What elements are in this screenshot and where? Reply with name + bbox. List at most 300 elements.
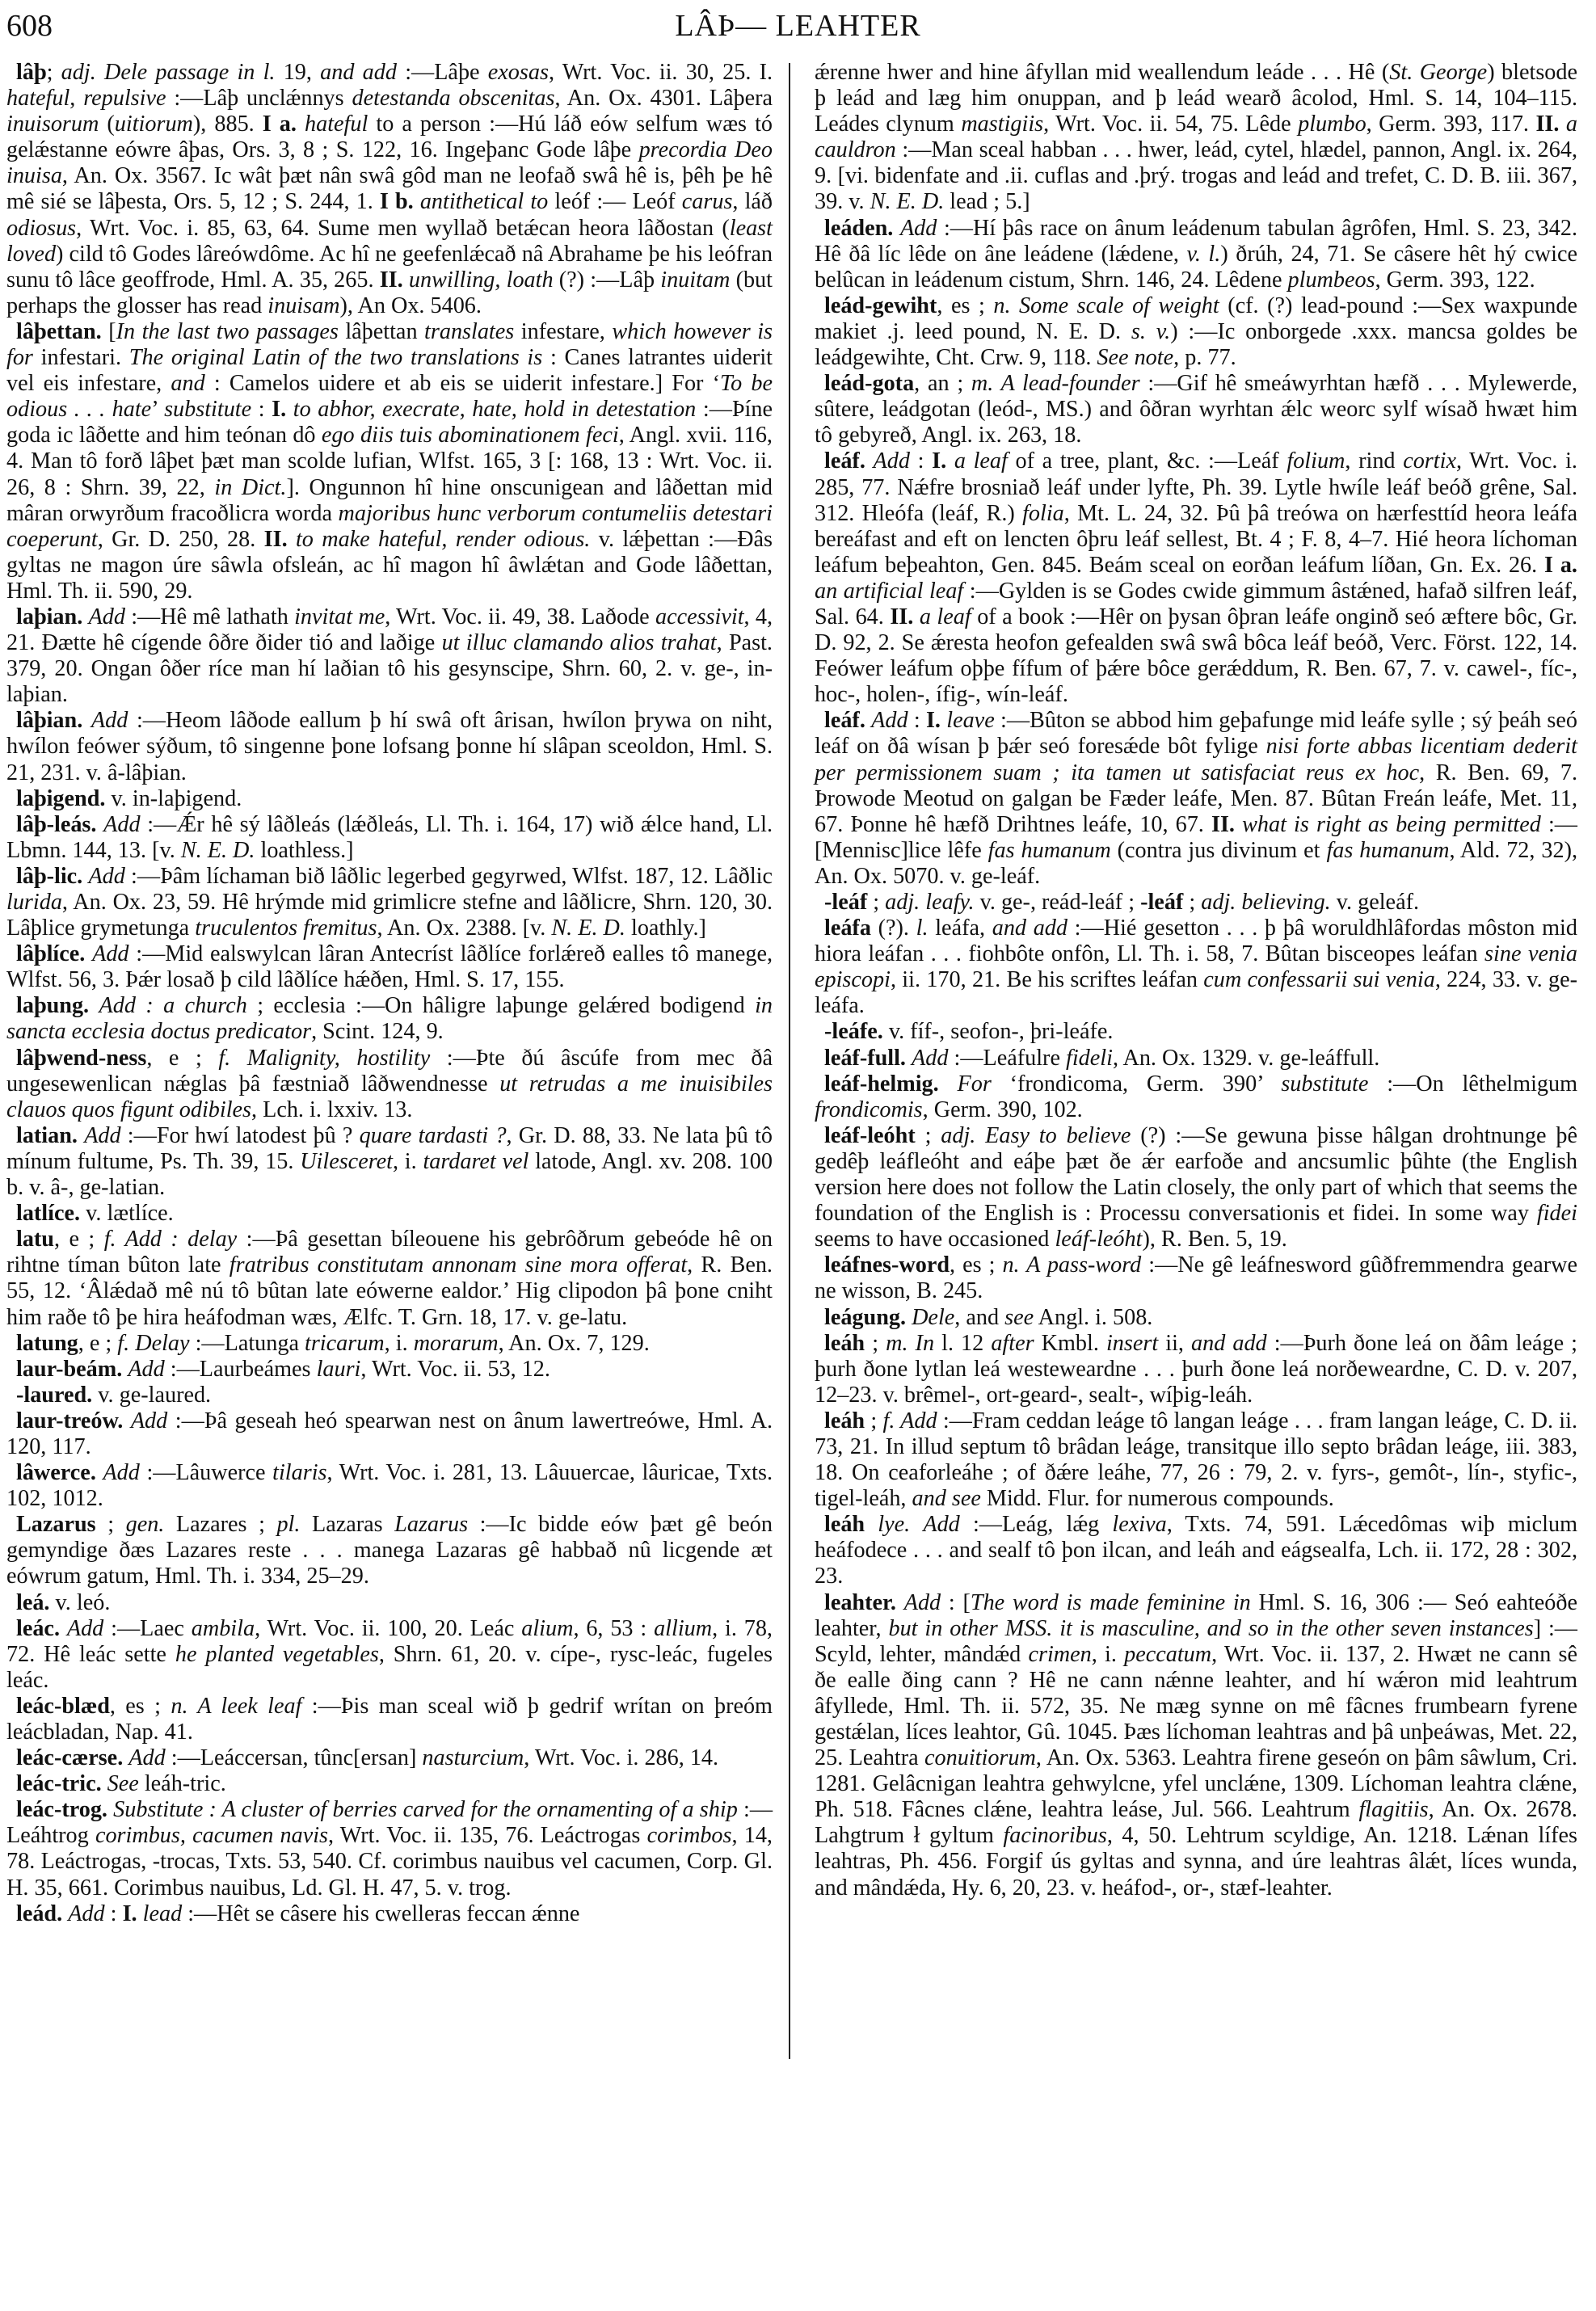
entry-text: :—Þâ geseah heó spearwan nest on ânum lawertreówe, Hml. A. 120, 117. xyxy=(6,1408,773,1459)
dictionary-entry xyxy=(815,1331,1577,1408)
entry-text: : xyxy=(907,708,926,734)
entry-text: :—Þte ðú âscúfe from mec ðâ ungesewenlican nǽglas þâ fæstniað lâðwendnesse xyxy=(6,1045,773,1097)
italic-gloss: folia xyxy=(1022,500,1064,526)
entry-text: :—Hí þâs race on ânum leádenum tabulan âgrôfen, Hml. S. 23, 342. Hê ðâ líc lêde on âne leádene (lǽdene, xyxy=(815,215,1577,267)
italic-gloss: majoribus hunc verborum contumeliis detestari coeperunt xyxy=(6,500,773,552)
italic-gloss: tricarum xyxy=(305,1330,385,1356)
italic-gloss: a cauldron xyxy=(815,112,1578,163)
entry-headword: leáf. xyxy=(824,448,865,474)
italic-gloss: Lazarus xyxy=(394,1512,469,1538)
italic-gloss: m. In xyxy=(886,1330,935,1356)
entry-text: v. fíf-, seofon-, þri-leáfe. xyxy=(882,1019,1114,1045)
entry-text: :—Mid ealswylcan lâran Antecríst lâðlíce forlǽreð ealles tô manege, Wlfst. 56, 3. Þǽr losað þ cild lâðlíce hǽðen, Hml. S. 17, 155. xyxy=(6,941,773,993)
italic-gloss: n. A leek leaf xyxy=(171,1693,302,1719)
entry-text: , Txts. 74, 591. Lǽcedômas wiþ miclum heáfodece . . . and sealf tô þon ilcan, and leáh and eágsealfa, Lch. ii. 172, 28 : 302, 23. xyxy=(815,1512,1577,1589)
italic-gloss: lexiva xyxy=(1112,1512,1167,1538)
italic-gloss: an artificial leaf xyxy=(815,578,964,604)
entry-text: ‘frondicoma, Germ. 390’ xyxy=(991,1071,1282,1097)
entry-text: v. geleáf. xyxy=(1330,890,1420,915)
entry-text: , Wrt. Voc. ii. 30, 25. I. xyxy=(548,60,773,85)
dictionary-entry xyxy=(6,1331,773,1357)
entry-text: :—Latunga xyxy=(189,1330,305,1356)
italic-gloss: cum confessarii sui venia xyxy=(1203,967,1435,993)
dictionary-entry xyxy=(815,371,1577,448)
italic-gloss: s. v. xyxy=(1131,318,1171,344)
italic-gloss: m. A lead-founder xyxy=(971,371,1140,397)
italic-gloss: to abhor, execrate, hate, hold in detestation xyxy=(293,397,697,423)
entry-text: (but perhaps the glosser has read xyxy=(6,267,773,318)
entry-text: Angl. i. 508. xyxy=(1034,1304,1153,1330)
italic-gloss: facinoribus xyxy=(1003,1823,1107,1849)
entry-text: Kmbl. xyxy=(1034,1330,1106,1356)
italic-gloss: corimbos xyxy=(646,1823,732,1849)
italic-gloss: in Dict. xyxy=(214,474,287,500)
entry-text: loathly.] xyxy=(625,916,706,941)
entry-text: ; xyxy=(867,890,886,915)
entry-text: , An. Ox. 5363. Leahtra firene geseón on þâm sâwlum, Cri. 1281. Gelâcnigan leahtra gehwylcne, yfel unclǽne, 1309. Líchoman leahtra clǽne, Ph. 518. Fâcnes clǽne, leahtra leáse, Jul. 566. Leahtrum xyxy=(815,1745,1577,1823)
entry-text: : xyxy=(909,448,933,474)
entry-text xyxy=(414,189,420,214)
entry-text: :—Lâþe xyxy=(396,60,488,85)
entry-text: , An. Ox. 2388. [v. xyxy=(377,916,552,941)
entry-text: Midd. Flur. for numerous compounds. xyxy=(980,1486,1334,1512)
dictionary-entry xyxy=(6,864,773,941)
italic-gloss: alium xyxy=(521,1615,574,1641)
dictionary-entry xyxy=(6,1771,773,1797)
italic-gloss: St. George xyxy=(1389,60,1488,85)
italic-gloss: precordia Deo inuisa xyxy=(6,137,773,189)
entry-text: , Wrt. Voc. ii. 135, 76. Leáctrogas xyxy=(328,1823,647,1849)
entry-text: :—Ǽr hê sý lâðleás (lǽðleás, Ll. Th. i. 164, 17) wið ǽlce hand, Ll. Lbmn. 144, 13. [v. xyxy=(6,811,773,863)
entry-text: :—Leáfulre xyxy=(948,1045,1066,1071)
italic-gloss: fidei xyxy=(1536,1201,1577,1227)
entry-text: , Wrt. Voc. ii. 53, 12. xyxy=(360,1356,550,1382)
entry-headword: -leáf xyxy=(824,890,868,915)
entry-text: : Canes latrantes uiderit vel eis infestare, xyxy=(6,345,773,397)
entry-text: , Shrn. 61, 20. v. cípe-, rysc-leác, fugeles leác. xyxy=(6,1641,773,1693)
italic-gloss: but in other MSS. it is masculine, and so in the other seven instances xyxy=(888,1615,1534,1641)
entry-text: :—Bûton se abbod him geþafunge mid leáfe sylle ; sý þeáh seó leáf on ðâ wísan þ þǽr seó foresǽde bôt fylige xyxy=(815,708,1578,760)
entry-text: ) ðrúh, 24, 71. Se câsere hêt hý cwice belûcan in leádenum cistum, Shrn. 146, 24. Lêdene xyxy=(815,241,1578,293)
entry-text: :—Ne gê leáfnesword gûðfremmendra gearwe ne wisson, B. 245. xyxy=(815,1252,1577,1304)
dictionary-entry xyxy=(6,1357,773,1383)
entry-headword: Lazarus xyxy=(16,1512,96,1538)
entry-text: ; xyxy=(95,1512,126,1538)
italic-gloss: unwilling, loath xyxy=(408,267,554,293)
dictionary-entry xyxy=(6,941,773,993)
entry-text: , es ; xyxy=(937,293,994,318)
italic-gloss: allium xyxy=(654,1615,713,1641)
italic-gloss: conuitiorum xyxy=(924,1745,1036,1771)
entry-text: , i. xyxy=(1091,1641,1125,1667)
entry-text xyxy=(137,1901,143,1926)
entry-headword: lâþlíce. xyxy=(16,941,86,967)
entry-text: ), An Ox. 5406. xyxy=(339,293,482,318)
entry-text: seems to have occasioned xyxy=(815,1227,1055,1252)
entry-text: , Gr. D. 88, 33. Ne lata þû tô mínum fultume, Ps. Th. 39, 15. xyxy=(6,1122,773,1174)
entry-text: :—Heom lâðode eallum þ hí swâ oft ârisan, hwílon þrywa on niht, hwílon feówer sýðum, tô singenne þone lofsang þonne hí slâpan sceoldon, Hml. S. 21, 231. v. â-lâþian. xyxy=(6,708,773,785)
entry-headword: lâþian. xyxy=(16,708,83,734)
italic-gloss: to make hateful, render odious. xyxy=(295,526,591,552)
italic-gloss: truculentos fremitus xyxy=(195,916,377,941)
entry-headword: leáh xyxy=(824,1330,865,1356)
entry-text: 19, xyxy=(283,60,321,85)
entry-text: Hml. S. 16, 306 :— Seó eahteóðe leahter, xyxy=(815,1589,1577,1641)
italic-gloss: f. Malignity, hostility xyxy=(218,1045,431,1071)
entry-text: , An. Ox. 1329. v. ge-leáffull. xyxy=(1112,1045,1380,1071)
italic-gloss: The word is made feminine in xyxy=(970,1589,1251,1615)
entry-text: leáh-tric. xyxy=(138,1771,226,1797)
dictionary-entry xyxy=(815,1252,1577,1304)
entry-text: :—Lâþ unclǽnnys xyxy=(166,86,352,112)
entry-headword: leáh xyxy=(824,1512,865,1538)
entry-text: , p. 77. xyxy=(1173,345,1236,371)
dictionary-entry xyxy=(6,812,773,864)
dictionary-entry xyxy=(6,1616,773,1694)
dictionary-entry xyxy=(815,1046,1577,1071)
italic-gloss: cortix xyxy=(1403,448,1456,474)
entry-text: lâþettan xyxy=(338,318,425,344)
italic-gloss: ut illuc clamando alios trahat xyxy=(441,630,717,656)
sense-marker: I. xyxy=(925,708,941,734)
entry-text: :—On lêthelmigum xyxy=(1368,1071,1578,1097)
entry-text: :—Hié gesetton . . . þ þâ woruldhlâfordas môston mid hiora leáfan . . . fiohbôte onfôn, Ll. Th. i. 58, 7. Bûtan bisceopes leáfan xyxy=(815,916,1577,967)
entry-text xyxy=(1559,112,1565,137)
sense-marker: I a. xyxy=(1544,552,1577,578)
entry-text: , Wrt. Voc. ii. 137, 2. Hwæt ne cann sê ðe ealle ðing cann ? Hê ne cann nǽnne leahter, and hí wǽron mid leahtrum âfyllede, Hml. Th. ii. 572, 35. Ne mæg synne on mê fâcnes frumbearn fyrene gestǽlan, líces leahtor, Gû. 1045. Þæs líchoman leahtras and þâ unþeáwas, Met. 22, 25. Leahtra xyxy=(815,1641,1577,1771)
dictionary-columns xyxy=(6,60,1590,2242)
italic-gloss: crimen xyxy=(1028,1641,1092,1667)
italic-gloss: For xyxy=(957,1071,992,1097)
italic-gloss: Add xyxy=(871,708,908,734)
entry-text: , es ; xyxy=(109,1693,171,1719)
entry-headword: leác-trog. xyxy=(16,1797,107,1823)
entry-headword: leáfa xyxy=(824,916,871,941)
entry-text: ]. Ongunnon hî hine onscunigean and lâðettan mid mâran orwyrðum fracoðlicra worda xyxy=(6,474,773,526)
entry-text: , and xyxy=(954,1304,1005,1330)
entry-text: , 224, 33. v. ge-leáfa. xyxy=(815,967,1577,1019)
entry-headword: leágung. xyxy=(824,1304,907,1330)
dictionary-entry xyxy=(815,448,1577,708)
entry-text: :—Hêt se câsere his cwelleras feccan ǽnne xyxy=(182,1901,580,1926)
entry-headword: lâwerce. xyxy=(16,1460,96,1486)
italic-gloss: pl. xyxy=(276,1512,301,1538)
entry-headword: leáden. xyxy=(824,215,894,241)
italic-gloss: lead xyxy=(142,1901,183,1926)
entry-headword: leá. xyxy=(16,1589,50,1615)
entry-headword: leáf-full. xyxy=(824,1045,906,1071)
entry-text: , Wrt. Voc. i. 85, 63, 64. Sume men wyllað betǽcan heora lâðostan ( xyxy=(76,215,730,241)
italic-gloss: Add xyxy=(68,1901,105,1926)
entry-headword: laþung. xyxy=(16,993,90,1019)
italic-gloss: fas humanum xyxy=(1326,837,1450,863)
italic-gloss: lye. xyxy=(878,1512,911,1538)
running-head: LÂÞ— LEAHTER xyxy=(675,9,921,43)
italic-gloss: and add xyxy=(1191,1330,1267,1356)
entry-text: , An. Ox. 2678. Lahgtrum ł gyltum xyxy=(815,1797,1577,1849)
entry-text xyxy=(910,1512,923,1537)
dictionary-entry xyxy=(815,1071,1577,1123)
entry-text: : [ xyxy=(941,1589,971,1615)
entry-text xyxy=(82,604,88,629)
italic-gloss: inuisam xyxy=(267,293,340,318)
entry-text: leóf :— Leóf xyxy=(548,189,682,215)
entry-headword: -leáfe. xyxy=(824,1019,883,1045)
italic-gloss: detestanda obscenitas xyxy=(352,86,555,112)
entry-text: l. 12 xyxy=(934,1330,992,1356)
entry-text: lead ; 5.] xyxy=(944,189,1030,215)
entry-text: :—Leáccersan, tûnc[ersan] xyxy=(165,1745,423,1771)
entry-text: v. leó. xyxy=(49,1589,111,1615)
entry-text: infestari. xyxy=(32,345,129,371)
italic-gloss: peccatum xyxy=(1124,1641,1212,1667)
entry-text: :—Leáhtrog xyxy=(6,1797,773,1849)
italic-gloss: v. l. xyxy=(1186,241,1221,267)
sense-marker: I a. xyxy=(262,112,297,137)
entry-text: v. lætlíce. xyxy=(80,1201,174,1227)
entry-text: , Wrt. Voc. ii. 100, 20. Leác xyxy=(255,1615,522,1641)
entry-text: (?) :—Se gewuna þisse hâlgan drohtnunge þê gedêþ leáfleóht and eáþe þæt ðe ǽr earfoðe and ancsumlic þûhte (the English version here does not follow the Latin closely, the only part of which that seems the foundation of the English is : Processu conversationis et fidei. In some way xyxy=(815,1122,1577,1227)
entry-text: : xyxy=(251,397,272,423)
entry-headword: leáfnes-word xyxy=(824,1252,950,1278)
entry-text: :—Lâuwerce xyxy=(139,1460,273,1486)
entry-text: v. ge-, reád-leáf ; xyxy=(974,890,1141,915)
italic-gloss: N. E. D. xyxy=(870,189,945,215)
italic-gloss: Add xyxy=(92,941,129,967)
entry-text: , Wrt. Voc. ii. 49, 38. Laðode xyxy=(385,604,655,629)
italic-gloss: Add xyxy=(128,1745,166,1771)
italic-gloss: lauri xyxy=(316,1356,361,1382)
italic-gloss: To be odious . . . hate xyxy=(6,371,773,423)
italic-gloss: fas humanum xyxy=(987,837,1111,863)
entry-headword: leáf-helmig. xyxy=(824,1071,939,1097)
entry-headword: -laured. xyxy=(16,1382,93,1408)
entry-text: of a book :—Hêr on þysan ôþran leáfe onginð seó æftere bôc, Gr. D. 92, 2. Se ǽresta heofon gefealden swâ swâ bôca leáf beóð, Verc. Först. 122, 14. Feówer leáfum oþþe fífum of þǽre bôce gerǽddum, R. Ben. 67, 7. v. cawel-, fíc-, hoc-, holen-, ífig-, wín-leáf. xyxy=(815,604,1577,708)
italic-gloss: leáf-leóht xyxy=(1055,1227,1143,1252)
entry-headword: lâþettan. xyxy=(16,318,102,344)
entry-text: , xyxy=(69,86,84,112)
italic-gloss: Dele xyxy=(912,1304,955,1330)
entry-text: , Wrt. Voc. i. 286, 14. xyxy=(524,1745,719,1771)
italic-gloss: mastigiis xyxy=(961,112,1044,137)
left-column xyxy=(6,60,773,1927)
italic-gloss: gen. xyxy=(125,1512,165,1538)
entry-text xyxy=(939,1071,958,1097)
entry-text xyxy=(82,708,91,733)
italic-gloss: Substitute : A cluster of berries carved for the ornamenting of a ship xyxy=(113,1797,738,1823)
entry-text xyxy=(893,216,900,241)
entry-headword: leahter. xyxy=(824,1589,896,1615)
italic-gloss: and xyxy=(171,371,205,397)
dictionary-entry xyxy=(6,993,773,1045)
italic-gloss: Add xyxy=(923,1512,960,1538)
entry-text xyxy=(89,993,99,1018)
entry-text: , Angl. xvii. 116, 4. Man tô forð lâþet þæt man scolde lufian, Wlfst. 165, 3 [: 168, 13 : Wrt. Voc. ii. 26, 8 : Shrn. 39, 22, xyxy=(6,423,773,500)
entry-text: ; ecclesia :—On hâligre laþunge gelǽred bodigend xyxy=(246,993,756,1019)
italic-gloss: invitat me xyxy=(294,604,385,629)
entry-text: , An. Ox. 3567. Ic wât þæt nân swâ gôd man ne leofað swâ hê is, þêh þe hê mê sié se lâþesta, Ors. 5, 12 ; S. 244, 1. xyxy=(6,163,773,215)
dictionary-entry xyxy=(6,1512,773,1589)
italic-gloss: and add xyxy=(320,60,397,85)
entry-text: :—Fram ceddan leáge tô langan leáge . . . fram langan leáge, C. D. ii. 73, 21. In illud septum tô brâdan leáge, transitque illo septo brâdan leáge, iii. 383, 18. On ceaforleáhe ; of ðǽre leáhe, 77, 26 : 79, 2. v. fyrs-, gemôt-, lín-, styfic-, tigel-leáh, xyxy=(815,1408,1577,1512)
dictionary-entry xyxy=(815,1408,1577,1512)
italic-gloss: nasturcium xyxy=(422,1745,524,1771)
dictionary-entry xyxy=(815,1512,1577,1589)
entry-text: :—Leág, lǽg xyxy=(959,1512,1113,1538)
entry-text xyxy=(60,1616,67,1641)
italic-gloss: what is right as being permitted xyxy=(1242,811,1541,837)
italic-gloss: Add xyxy=(91,708,128,734)
entry-text: , e ; xyxy=(146,1045,219,1071)
entry-text: , 4, 50. Lehtrum scyldige, An. 1218. Lǽnan lífes leahtras, Ph. 456. Forgif ús gyltas and synna, and úre leahtras âlǽt, líces wunda, and mândǽda, Hy. 6, 20, 23. v. heáfod-, or-, stæf-leahter. xyxy=(815,1823,1578,1901)
entry-text: :—Þíne goda ic lâðette and him teónan dô xyxy=(6,397,773,448)
sense-marker: -leáf xyxy=(1140,890,1184,915)
entry-text xyxy=(896,1590,904,1615)
italic-gloss: after xyxy=(991,1330,1034,1356)
entry-text xyxy=(906,1046,912,1071)
dictionary-entry xyxy=(815,1019,1577,1045)
italic-gloss: and see xyxy=(912,1486,981,1512)
entry-text: to a person :—Hú láð eów selfum wæs tó gelǽstanne eówre âþas, Ors. 3, 8 ; S. 122, 16. Ingeþanc Gode lâþe xyxy=(6,112,773,163)
entry-text: , R. Ben. 69, 7. Þrowode Meotud on galgan be Fæder leáfe, Men. 87. Bûtan Freán leáfe, Met. 11, 67. Þonne hê hæfð Drihtnes leáfe, 10, 67. xyxy=(815,760,1577,837)
entry-text: : xyxy=(104,1901,123,1926)
italic-gloss: f. Delay xyxy=(117,1330,190,1356)
entry-headword: latu xyxy=(16,1227,54,1252)
entry-text: :—Laec xyxy=(103,1615,192,1641)
italic-gloss: Add xyxy=(899,215,937,241)
entry-text xyxy=(85,941,92,966)
entry-text xyxy=(297,112,305,137)
italic-gloss: accessivit xyxy=(655,604,744,629)
entry-headword: laur-treów. xyxy=(16,1408,124,1433)
entry-text: :—Man sceal habban . . . hwer, leád, cytel, hlædel, pannon, Angl. ix. 264, 9. [vi. bidenfate and .ii. cuflas and .þrý. trogas and leád and trefet, C. D. B. iii. 367, 39. v. xyxy=(815,137,1577,215)
entry-text: , An. Ox. 4301. Lâþera xyxy=(554,86,773,112)
entry-text xyxy=(865,448,874,474)
italic-gloss: Add xyxy=(103,1460,140,1486)
dictionary-entry xyxy=(815,890,1577,916)
italic-gloss: see xyxy=(1004,1304,1034,1330)
italic-gloss: flagitiis xyxy=(1358,1797,1429,1823)
italic-gloss: Add xyxy=(66,1615,104,1641)
italic-gloss: Add xyxy=(103,811,141,837)
italic-gloss: folium xyxy=(1286,448,1345,474)
entry-text: ; xyxy=(865,1330,886,1356)
entry-text: ), R. Ben. 5, 19. xyxy=(1142,1227,1287,1252)
italic-gloss: adj. Easy to believe xyxy=(941,1122,1131,1148)
entry-headword: leác. xyxy=(16,1615,60,1641)
entry-text xyxy=(288,527,296,552)
italic-gloss: frondicomis xyxy=(815,1097,923,1122)
dictionary-entry xyxy=(6,1046,773,1123)
italic-gloss: translates xyxy=(424,318,515,344)
sense-marker: II. xyxy=(1535,112,1560,137)
italic-gloss: tardaret vel xyxy=(423,1148,529,1174)
entry-headword: leáh xyxy=(824,1408,865,1433)
entry-text: (contra jus divinum et xyxy=(1110,837,1327,863)
entry-text: :—Þis man sceal wið þ gedrif wrítan on þreóm leácbladan, Nap. 41. xyxy=(6,1693,773,1745)
sense-marker: I b. xyxy=(379,189,414,215)
entry-text xyxy=(865,1512,878,1537)
entry-text: :—Hê mê lathath xyxy=(124,604,295,629)
italic-gloss: Add xyxy=(130,1408,168,1433)
entry-headword: leác-tric. xyxy=(16,1771,102,1797)
dictionary-entry xyxy=(6,604,773,708)
entry-text: latode, Angl. xv. 208. 100 b. v. â-, ge-latian. xyxy=(6,1148,773,1201)
entry-text: , R. Ben. 55, 12. ‘Âlǽdað mê nú tô bûtan late eówerne ealdor.’ Hig clipodon þâ þone cniht him raðe tô þe hira heáfodman wæs, Ælfc. T. Grn. 18, 17. v. ge-latu. xyxy=(6,1252,773,1330)
entry-text: v. ge-laured. xyxy=(92,1382,212,1408)
entry-text xyxy=(96,812,103,837)
column-divider xyxy=(789,63,790,2059)
italic-gloss: leave xyxy=(946,708,995,734)
entry-headword: leác-cærse. xyxy=(16,1745,124,1771)
entry-text: ii, xyxy=(1158,1330,1192,1356)
italic-gloss: inuisorum xyxy=(6,112,99,137)
dictionary-entry xyxy=(6,708,773,785)
italic-gloss: fratribus constitutam annonam sine mora offerat xyxy=(229,1252,688,1278)
entry-text: , An. Ox. 7, 129. xyxy=(498,1330,650,1356)
dictionary-entry xyxy=(815,293,1577,371)
entry-text: :—Gylden is se Godes cwide gimmum âstǽned, hafað silfren leáf, Sal. 64. xyxy=(815,578,1577,629)
dictionary-entry xyxy=(815,1123,1577,1252)
entry-text xyxy=(913,604,920,629)
entry-text: ; xyxy=(865,1408,883,1433)
entry-text: , Wrt. Voc. i. 281, 13. Lâuuercae, lâuricae, Txts. 102, 1012. xyxy=(6,1460,773,1512)
entry-headword: leáf-leóht xyxy=(824,1122,916,1148)
dictionary-entry xyxy=(815,1305,1577,1331)
entry-text: , Wrt. Voc. i. 285, 77. Nǽfre brosniað leáf under lyfte, Ph. 39. Lytle hwíle leáf beóð grêne, Sal. 312. Hleófa (leáf, R.) xyxy=(815,448,1577,526)
italic-gloss: Add xyxy=(84,1122,121,1148)
italic-gloss: odiosus xyxy=(6,215,77,241)
dictionary-entry xyxy=(815,216,1577,293)
entry-headword: lâþ xyxy=(16,60,47,85)
italic-gloss: antithetical to xyxy=(419,189,549,215)
dictionary-entry xyxy=(6,1201,773,1227)
entry-text: , ii. 170, 21. Be his scriftes leáfan xyxy=(890,967,1204,993)
italic-gloss: ut retrudas a me inuisibiles clauos quos figunt odibiles xyxy=(6,1071,773,1122)
entry-text: ) cild tô Godes lâreówdôme. Ac hî ne geefenlǽcað nâ Abrahame þe his leófran sunu tô lâce geoffrode, Hml. A. 35, 265. xyxy=(6,241,773,293)
entry-text: [ xyxy=(101,318,116,344)
dictionary-entry xyxy=(6,1694,773,1745)
italic-gloss: substitute xyxy=(1281,1071,1369,1097)
entry-text: , Ald. 72, 32), An. Ox. 5070. v. ge-leáf. xyxy=(815,837,1577,889)
entry-text: :—Laurbeámes xyxy=(164,1356,317,1382)
italic-gloss: n. Some scale of weight xyxy=(993,293,1219,318)
entry-text xyxy=(78,1123,84,1148)
entry-text xyxy=(286,397,293,422)
entry-text: v. lǽþettan :—Ðâs gyltas ne magon úre sâwla ofsleán, ac hî magon hî âwlǽtan and Gode lâðettan, Hml. Th. ii. 590, 29. xyxy=(6,526,773,604)
entry-text: (cf. (?) lead-pound :—Sex waxpunde makiet .j. leed pound, N. E. D. xyxy=(815,293,1577,344)
entry-headword: lâþwend-ness xyxy=(16,1045,147,1071)
dictionary-entry xyxy=(6,60,773,319)
entry-text: :—For hwí latodest þû ? xyxy=(120,1122,360,1148)
italic-gloss: See xyxy=(107,1771,139,1797)
dictionary-entry xyxy=(815,708,1577,890)
italic-gloss: sine venia episcopi xyxy=(815,941,1577,993)
entry-text: ( xyxy=(99,112,115,137)
sense-marker: II. xyxy=(890,604,914,629)
italic-gloss: Add xyxy=(88,863,125,889)
dictionary-entry xyxy=(6,1408,773,1460)
entry-text: leáfa, xyxy=(928,916,992,941)
italic-gloss: Add xyxy=(873,448,910,474)
italic-gloss: hateful xyxy=(305,112,368,137)
entry-text: v. in-laþigend. xyxy=(105,785,242,811)
entry-headword: laur-beám. xyxy=(16,1356,123,1382)
entry-text: , rind xyxy=(1345,448,1404,474)
dictionary-entry xyxy=(6,1123,773,1201)
entry-headword: latung xyxy=(16,1330,78,1356)
entry-text: , Gr. D. 250, 28. xyxy=(97,526,264,552)
